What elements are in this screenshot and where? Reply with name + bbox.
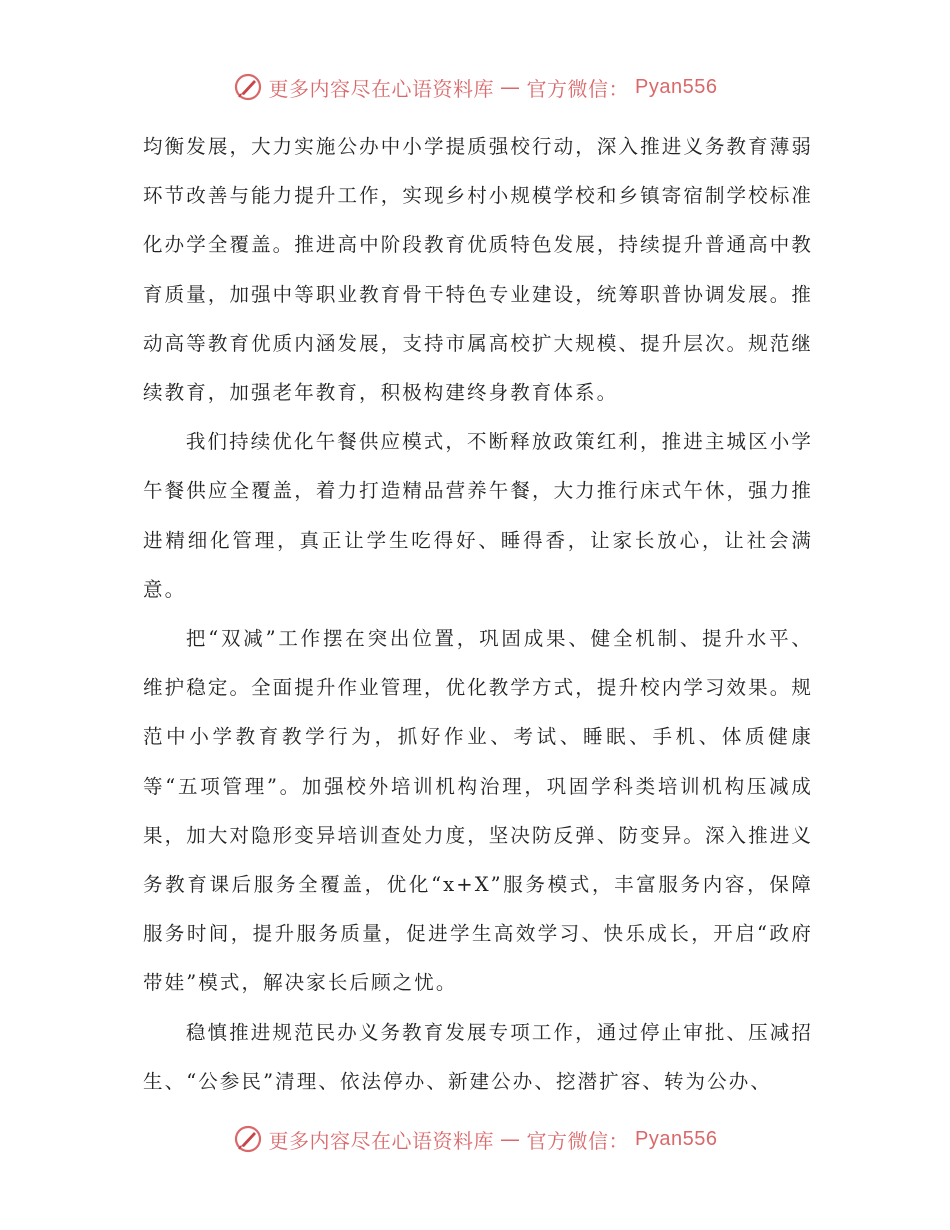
quill-circle-icon: [233, 72, 263, 102]
document-body: [143, 122, 813, 1106]
paragraph-1: 均衡发展，大力实施公办中小学提质强校行动，深入推进义务教育薄弱环节改善与能力提升工作，实现乡村小规模学校和乡镇寄宿制学校标准化办学全覆盖。推进高中阶段教育优质特色发展，持续提升普通高中教育质量，加强中等职业教育骨干特色专业建设，统筹职普协调发展。推动高等教育优质内涵发展，支持市属高校扩大规模、提升层次。规范继续教育，加强老年教育，积极构建终身教育体系。: [143, 135, 813, 405]
watermark-official-label: 官方微信：: [526, 76, 630, 101]
paragraph-2: 我们持续优化午餐供应模式，不断释放政策红利，推进主城区小学午餐供应全覆盖，着力打造精品营养午餐，大力推行床式午休，强力推进精细化管理，真正让学生吃得好、睡得香，让家长放心，让社会满意。: [143, 430, 813, 601]
paragraph-4: 稳慎推进规范民办义务教育发展专项工作，通过停止审批、压减招生、“公参民”清理、依法停办、新建公办、挖潜扩容、转为公办、: [143, 1020, 813, 1093]
quill-circle-icon: [233, 1124, 263, 1154]
watermark-text: 更多内容尽在心语资料库: [268, 1128, 495, 1153]
footer-watermark: [0, 1124, 950, 1154]
header-watermark: [0, 72, 950, 102]
watermark-official-label: 官方微信：: [526, 1128, 630, 1153]
watermark-dash: —: [500, 1127, 521, 1151]
paragraph-3: 把“双减”工作摆在突出位置，巩固成果、健全机制、提升水平、维护稳定。全面提升作业管理，优化教学方式，提升校内学习效果。规范中小学教育教学行为，抓好作业、考试、睡眠、手机、体质健康等“五项管理”。加强校外培训机构治理，巩固学科类培训机构压减成果，加大对隐形变异培训查处力度，坚决防反弹、防变异。深入推进义务教育课后服务全覆盖，优化“x+X”服务模式，丰富服务内容，保障服务时间，提升服务质量，促进学生高效学习、快乐成长，开启“政府带娃”模式，解决家长后顾之忧。: [143, 627, 813, 995]
watermark-dash: —: [500, 75, 521, 99]
watermark-text: 更多内容尽在心语资料库: [268, 76, 495, 101]
watermark-id: Pyan556: [635, 1127, 718, 1150]
watermark-id: Pyan556: [635, 75, 718, 98]
